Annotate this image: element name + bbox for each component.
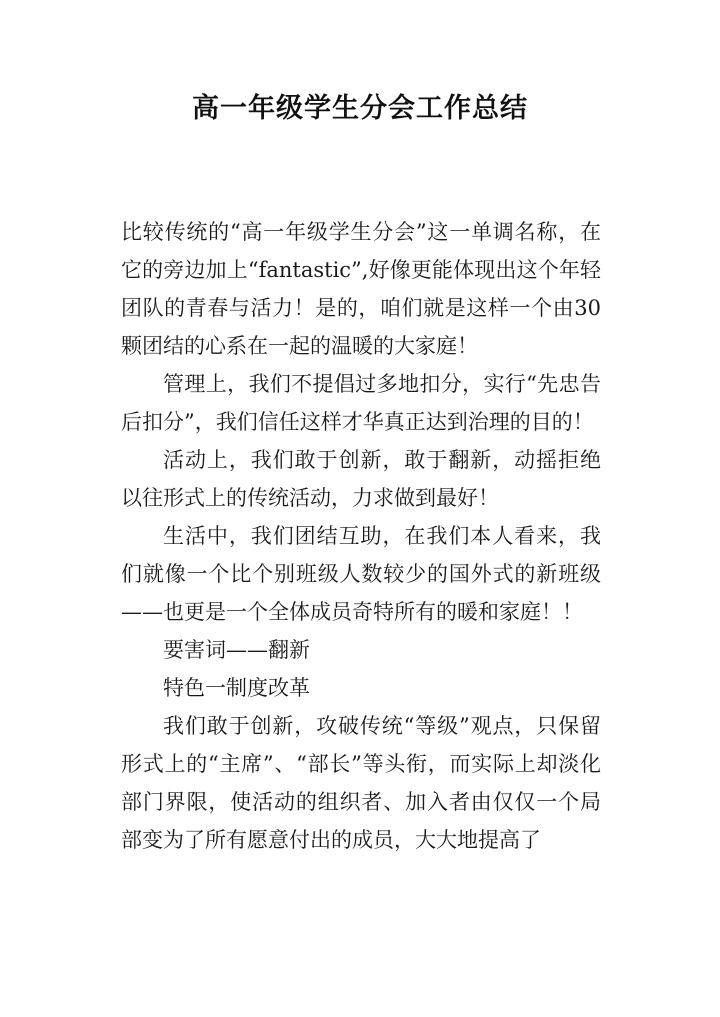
paragraph-reform: 我们敢于创新，攻破传统“等级”观点，只保留形式上的“主席”、“部长”等头衔，而实际上却淡化部门界限，使活动的组织者、加入者由仅仅一个局部变为了所有愿意付出的成员，大大地提高了 <box>121 714 601 852</box>
paragraph-life: 生活中，我们团结互助，在我们本人看来，我们就像一个比个别班级人数较少的国外式的新班级——也更是一个全体成员奇特所有的暖和家庭！！ <box>121 524 601 624</box>
document-body <box>121 213 601 859</box>
paragraph-management: 管理上，我们不提倡过多地扣分，实行“先忠告后扣分”，我们信任这样才华真正达到治理的目的！ <box>121 372 601 434</box>
paragraph-activities: 活动上，我们敢于创新，敢于翻新，动摇拒绝以往形式上的传统活动，力求做到最好！ <box>121 448 601 510</box>
paragraph-feature-heading: 特色一制度改革 <box>163 676 310 700</box>
paragraph-keyword: 要害词——翻新 <box>163 638 310 662</box>
paragraph-intro: 比较传统的“高一年级学生分会”这一单调名称，在它的旁边加上“fantastic”,好像更能体现出这个年轻团队的青春与活力！是的，咱们就是这样一个由30颗团结的心系在一起的温暖的大家庭！ <box>121 220 601 358</box>
document-title: 高一年级学生分会工作总结 <box>192 93 528 124</box>
